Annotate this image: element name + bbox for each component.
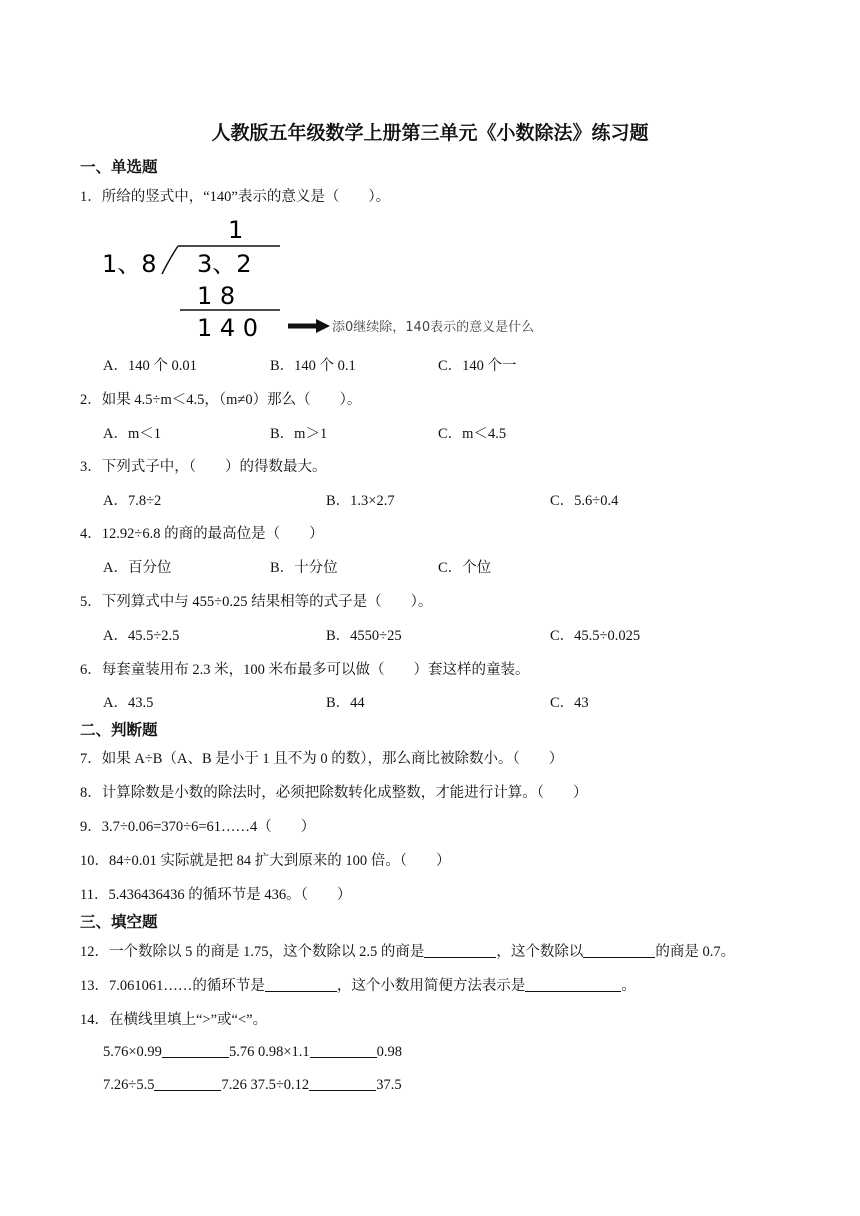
division-dividend: 3、2: [197, 250, 252, 278]
q12-blank-2[interactable]: [583, 943, 655, 958]
q12-text-3: 的商是 0.7。: [655, 944, 736, 960]
q5-option-c[interactable]: C．45.5÷0.025: [550, 628, 641, 644]
question-1: 1．所给的竖式中，“140”表示的意义是（ ）。: [80, 189, 391, 205]
q3-option-b[interactable]: B．1.3×2.7: [326, 493, 395, 509]
q13-text-2: ，这个小数用简便方法表示是: [336, 978, 526, 994]
question-12: [80, 940, 735, 961]
section-heading-single-choice: 一、单选题: [80, 158, 158, 176]
question-6: 6．每套童装用布 2.3 米，100 米布最多可以做（ ）套这样的童装。: [80, 662, 530, 678]
question-14: 14．在横线里填上“>”或“<”。: [80, 1012, 268, 1028]
question-3: 3．下列式子中，（ ）的得数最大。: [80, 459, 327, 475]
q12-blank-1[interactable]: [424, 943, 496, 958]
q14-row1-expr-1: 5.76×0.99: [103, 1044, 162, 1060]
q6-option-b[interactable]: B．44: [326, 695, 365, 711]
division-quotient: 1: [228, 216, 244, 244]
division-bracket-curve: [162, 246, 178, 274]
question-5: 5．下列算式中与 455÷0.25 结果相等的式子是（ ）。: [80, 594, 433, 610]
q13-text-1: 13．7.061061……的循环节是: [80, 978, 265, 994]
q14-row1-expr-3: 0.98: [376, 1044, 402, 1060]
question-7: 7．如果 A÷B（A、B 是小于 1 且不为 0 的数），那么商比被除数小。（ ）: [80, 751, 564, 767]
question-2: 2．如果 4.5÷m＜4.5，（m≠0）那么（ ）。: [80, 392, 362, 408]
long-division-svg: [100, 212, 560, 342]
division-divisor: 1、8: [102, 250, 157, 278]
question-13: [80, 974, 636, 995]
q4-option-a[interactable]: A．百分位: [103, 560, 172, 576]
question-11: 11．5.436436436 的循环节是 436。（ ）: [80, 887, 352, 903]
q5-option-a[interactable]: A．45.5÷2.5: [103, 628, 180, 644]
q13-blank-1[interactable]: [265, 977, 337, 992]
q2-option-b[interactable]: B．m＞1: [270, 426, 328, 442]
q13-blank-2[interactable]: [525, 977, 621, 992]
q14-row2-blank-1[interactable]: [154, 1076, 221, 1091]
long-division-figure: [100, 212, 560, 347]
q3-option-c[interactable]: C．5.6÷0.4: [550, 493, 619, 509]
q6-option-a[interactable]: A．43.5: [103, 695, 154, 711]
q14-row2-blank-2[interactable]: [309, 1076, 376, 1091]
q1-option-c[interactable]: C．140 个一: [438, 358, 517, 374]
division-product: 1 8: [197, 282, 236, 310]
q5-option-b[interactable]: B．4550÷25: [326, 628, 402, 644]
question-4: 4．12.92÷6.8 的商的最高位是（ ）: [80, 526, 324, 542]
q14-row-1: [103, 1043, 402, 1061]
section-heading-true-false: 二、判断题: [80, 721, 158, 739]
q14-row2-expr-1: 7.26÷5.5: [103, 1077, 155, 1093]
q14-row-2: [103, 1076, 402, 1094]
q14-row2-expr-2: 7.26 37.5÷0.12: [221, 1077, 310, 1093]
q14-row1-expr-2: 5.76 0.98×1.1: [228, 1044, 310, 1060]
question-9: 9．3.7÷0.06=370÷6=61……4（ ）: [80, 819, 316, 835]
q1-option-a[interactable]: A．140 个 0.01: [103, 358, 197, 374]
q2-option-a[interactable]: A．m＜1: [103, 426, 161, 442]
q14-row2-expr-3: 37.5: [376, 1077, 402, 1093]
page-title: 人教版五年级数学上册第三单元《小数除法》练习题: [211, 122, 649, 144]
q1-option-b[interactable]: B．140 个 0.1: [270, 358, 356, 374]
q13-text-3: 。: [621, 978, 636, 994]
q14-row1-blank-2[interactable]: [310, 1043, 377, 1058]
q6-option-c[interactable]: C．43: [550, 695, 589, 711]
question-8: 8．计算除数是小数的除法时，必须把除数转化成整数，才能进行计算。（ ）: [80, 785, 588, 801]
q14-row1-blank-1[interactable]: [162, 1043, 229, 1058]
division-arrow-head: [316, 319, 330, 333]
q12-text-1: 12．一个数除以 5 的商是 1.75，这个数除以 2.5 的商是: [80, 944, 425, 960]
q3-option-a[interactable]: A．7.8÷2: [103, 493, 162, 509]
division-remainder: 1 4 0: [197, 314, 259, 342]
division-note: 添0继续除，140表示的意义是什么: [332, 320, 535, 335]
q2-option-c[interactable]: C．m＜4.5: [438, 426, 507, 442]
section-heading-fill-blank: 三、填空题: [80, 913, 158, 931]
q12-text-2: ，这个数除以: [496, 944, 584, 960]
q4-option-c[interactable]: C．个位: [438, 560, 492, 576]
question-10: 10．84÷0.01 实际就是把 84 扩大到原来的 100 倍。（ ）: [80, 853, 451, 869]
q4-option-b[interactable]: B．十分位: [270, 560, 338, 576]
